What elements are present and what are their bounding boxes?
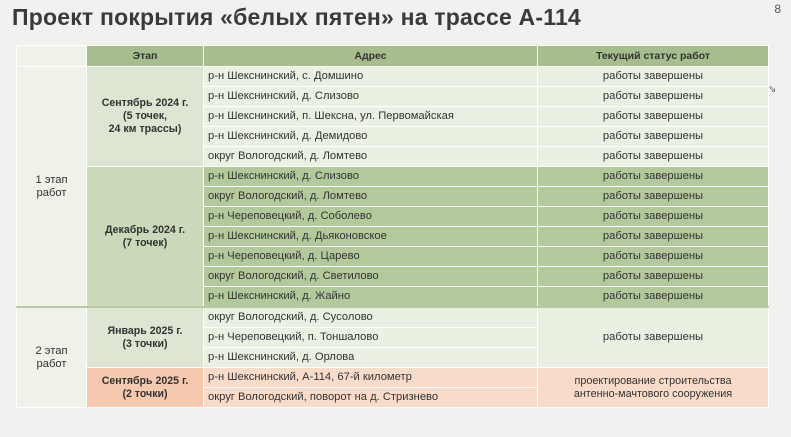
- address-cell: р-н Череповецкий, д. Царево: [204, 247, 538, 267]
- address-cell: р-н Шекснинский, с. Домшино: [204, 67, 538, 87]
- status-cell: работы завершены: [538, 167, 769, 187]
- address-cell: р-н Шекснинский, п. Шексна, ул. Первомайская: [204, 107, 538, 127]
- status-cell: работы завершены: [538, 147, 769, 167]
- address-cell: р-н Шекснинский, д. Дьяконовское: [204, 227, 538, 247]
- address-cell: округ Вологодский, д. Светилово: [204, 267, 538, 287]
- header-blank: [17, 46, 87, 67]
- address-cell: р-н Шекснинский, д. Слизово: [204, 167, 538, 187]
- coverage-table: [16, 45, 769, 408]
- address-cell: округ Вологодский, поворот на д. Стризнево: [204, 388, 538, 408]
- table-header-row: [17, 46, 769, 67]
- status-cell: работы завершены: [538, 227, 769, 247]
- status-cell: работы завершены: [538, 307, 769, 368]
- address-cell: р-н Шекснинский, д. Жайно: [204, 287, 538, 308]
- table-row-highlighted: [17, 368, 769, 388]
- address-cell: округ Вологодский, д. Сусолово: [204, 307, 538, 328]
- address-cell: округ Вологодский, д. Ломтево: [204, 187, 538, 207]
- status-cell: работы завершены: [538, 127, 769, 147]
- table-row: [17, 167, 769, 187]
- status-cell: работы завершены: [538, 247, 769, 267]
- status-cell: работы завершены: [538, 107, 769, 127]
- header-address: Адрес: [204, 46, 538, 67]
- page-number: 8: [774, 2, 781, 16]
- status-cell: работы завершены: [538, 207, 769, 227]
- mouse-cursor-icon: ⇘: [768, 84, 777, 95]
- address-cell: р-н Шекснинский, д. Слизово: [204, 87, 538, 107]
- stage-sep-2024: Сентябрь 2024 г. (5 точек, 24 км трассы): [87, 67, 204, 167]
- address-cell: р-н Череповецкий, д. Соболево: [204, 207, 538, 227]
- status-cell: работы завершены: [538, 87, 769, 107]
- header-stage: Этап: [87, 46, 204, 67]
- address-cell: р-н Шекснинский, д. Демидово: [204, 127, 538, 147]
- status-cell: работы завершены: [538, 187, 769, 207]
- phase-1-label: 1 этап работ: [17, 67, 87, 308]
- stage-sep-2025: Сентябрь 2025 г. (2 точки): [87, 368, 204, 408]
- stage-jan-2025: Январь 2025 г. (3 точки): [87, 307, 204, 368]
- table-row: [17, 67, 769, 87]
- table-row: [17, 307, 769, 328]
- status-cell: работы завершены: [538, 67, 769, 87]
- address-cell: р-н Шекснинский, д. Орлова: [204, 348, 538, 368]
- address-cell: округ Вологодский, д. Ломтево: [204, 147, 538, 167]
- address-cell: р-н Шекснинский, А-114, 67-й километр: [204, 368, 538, 388]
- address-cell: р-н Череповецкий, п. Тоншалово: [204, 328, 538, 348]
- status-cell: работы завершены: [538, 287, 769, 308]
- stage-dec-2024: Декабрь 2024 г. (7 точек): [87, 167, 204, 308]
- slide-title: Проект покрытия «белых пятен» на трассе А-114: [12, 4, 581, 30]
- header-status: Текущий статус работ: [538, 46, 769, 67]
- status-cell: работы завершены: [538, 267, 769, 287]
- status-cell: проектирование строительства антенно-мачтового сооружения: [538, 368, 769, 408]
- phase-2-label: 2 этап работ: [17, 307, 87, 408]
